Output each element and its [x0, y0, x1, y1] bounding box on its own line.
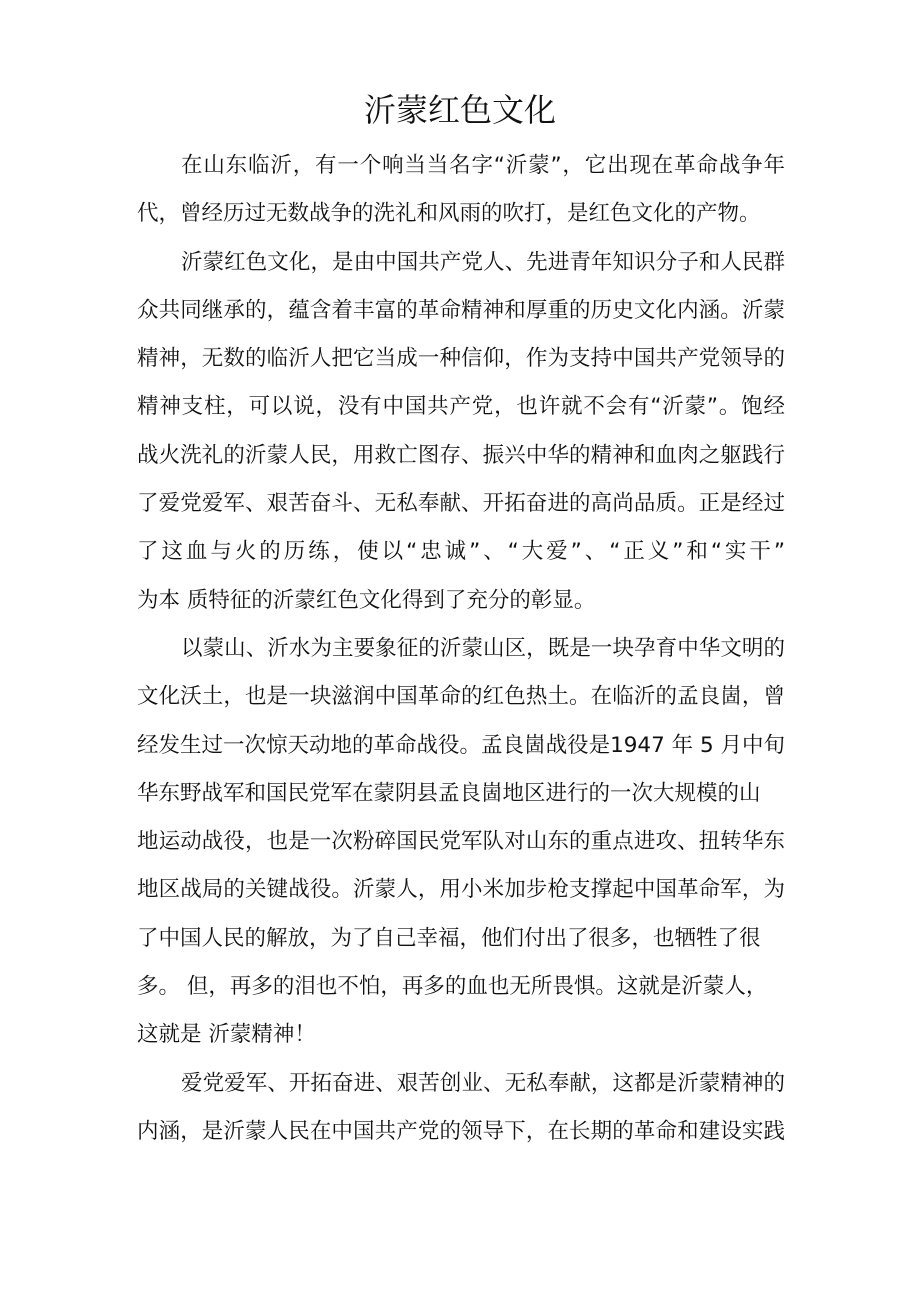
text-line: 精神，无数的临沂人把它当成一种信仰，作为支持中国共产党领导的: [137, 346, 785, 372]
text-line: 内涵，是沂蒙人民在中国共产党的领导下，在长期的革命和建设实践: [137, 1118, 785, 1144]
text-line: 战火洗礼的沂蒙人民，用救亡图存、振兴中华的精神和血肉之躯践行: [137, 442, 785, 468]
text-line: 爱党爱军、开拓奋进、艰苦创业、无私奉献，这都是沂蒙精神的: [181, 1070, 785, 1096]
text-line: 沂蒙红色文化，是由中国共产党人、先进青年知识分子和人民群: [181, 249, 785, 275]
paragraph-3: [137, 625, 785, 1060]
text-line: 文化沃土，也是一块滋润中国革命的红色热土。在临沂的孟良崮，曾: [137, 684, 785, 710]
text-line: 地运动战役，也是一次粉碎国民党军队对山东的重点进攻、扭转华东: [137, 829, 785, 855]
text-line: 众共同继承的，蕴含着丰富的革命精神和厚重的历史文化内涵。沂蒙: [137, 297, 785, 323]
paragraph-2: [137, 239, 785, 625]
text-line: 地区战局的关键战役。沂蒙人，用小米加步枪支撑起中国革命军，为: [137, 877, 785, 903]
document-body: [137, 142, 785, 1156]
text-line: 华东野战军和国民党军在蒙阴县孟良崮地区进行的一次大规模的山: [137, 780, 761, 806]
text-line: 了爱党爱军、艰苦奋斗、无私奉献、开拓奋进的高尚品质。正是经过: [137, 491, 785, 517]
text-line: 为本 质特征的沂蒙红色文化得到了充分的彰显。: [137, 587, 596, 613]
text-line: 在山东临沂，有一个响当当名字“沂蒙”，它出现在革命战争年: [181, 153, 785, 178]
text-line: 了中国人民的解放，为了自己幸福，他们付出了很多，也牺牲了很: [137, 925, 761, 951]
text-line: 了这血与火的历练，使以“忠诚”、“大爱”、“正义”和“实干”: [137, 539, 785, 565]
text-line: 以蒙山、沂水为主要象征的沂蒙山区，既是一块孕育中华文明的: [181, 635, 785, 661]
text-line: 经发生过一次惊天动地的革命战役。孟良崮战役是1947 年 5 月中旬: [137, 732, 785, 758]
text-line: 多。 但，再多的泪也不怕，再多的血也无所畏惧。这就是沂蒙人，: [137, 974, 768, 1000]
text-line: 代，曾经历过无数战争的洗礼和风雨的吹打，是红色文化的产物。: [137, 201, 761, 227]
document-title: 沂蒙红色文化: [363, 91, 556, 129]
text-line: 这就是 沂蒙精神！: [137, 1022, 316, 1048]
paragraph-4: [137, 1060, 785, 1157]
paragraph-1: [137, 142, 785, 239]
text-line: 精神支柱，可以说，没有中国共产党，也许就不会有“沂蒙”。饱经: [137, 394, 785, 420]
